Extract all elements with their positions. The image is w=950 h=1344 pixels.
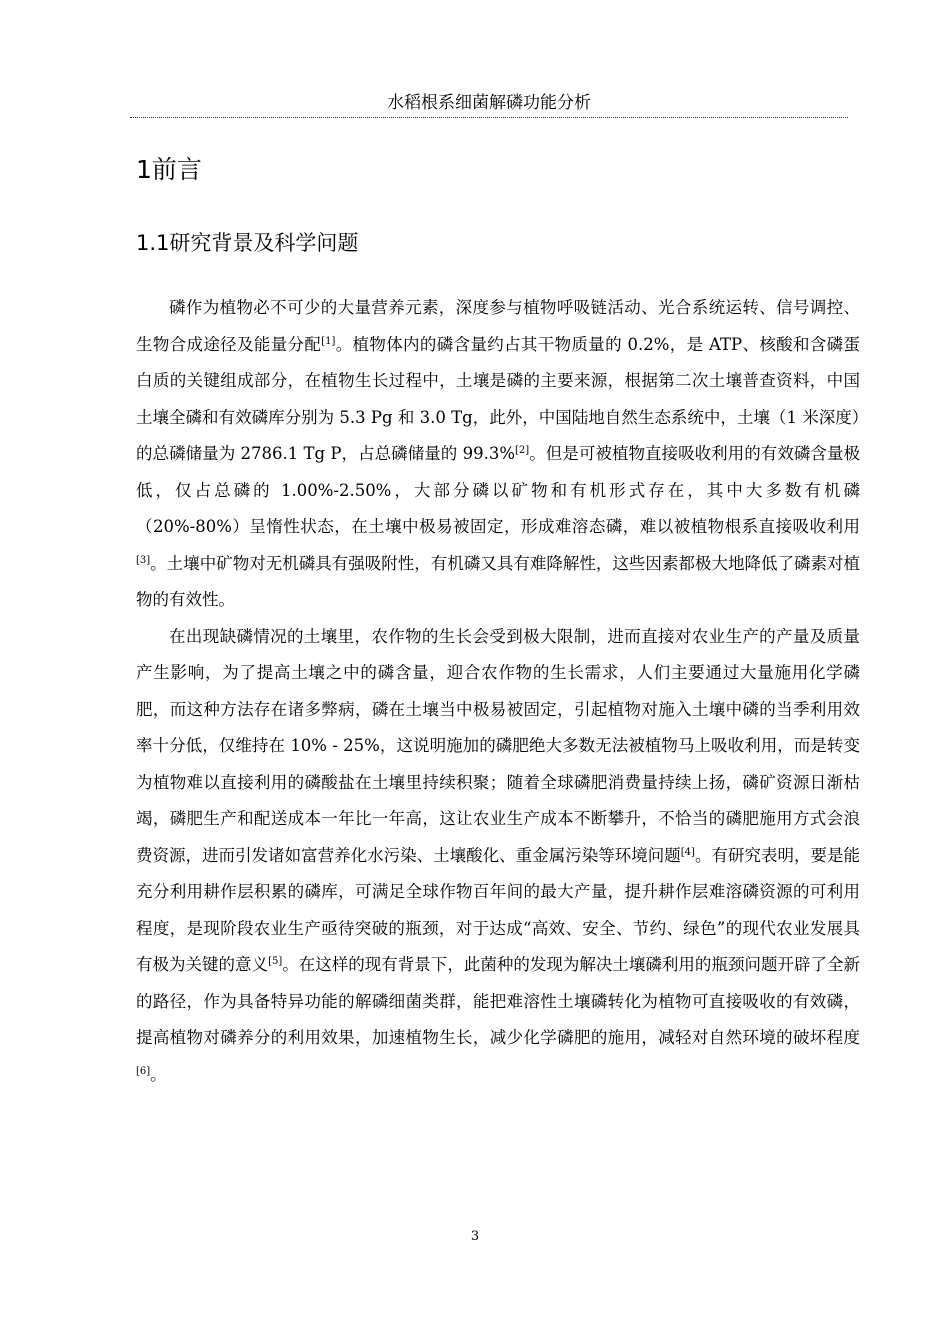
- running-header: 水稻根系细菌解磷功能分析: [387, 93, 591, 113]
- citation-marker: [1]: [321, 335, 336, 347]
- text-segment: 。有研究表明，要是能充分利用耕作层积累的磷库，可满足全球作物百年间的最大产量，提升耕作层难溶磷资源的可利用程度，是现阶段农业生产亟待突破的瓶颈，对于达成“高效、安全、节约、绿色”的现代农业发展具有极为关键的意义: [136, 845, 861, 974]
- header-divider: [130, 117, 848, 118]
- section-heading: 1前言: [136, 155, 202, 184]
- citation-marker: [3]: [136, 554, 151, 566]
- citation-marker: [5]: [268, 956, 283, 967]
- page-number: 3: [470, 1229, 480, 1244]
- paragraph-1: [136, 290, 860, 619]
- paragraph-2: [136, 619, 860, 1094]
- body-text: [136, 290, 860, 1093]
- text-segment: 。: [150, 1064, 167, 1084]
- text-segment: 在出现缺磷情况的土壤里，农作物的生长会受到极大限制，进而直接对农业生产的产量及质量产生影响，为了提高土壤之中的磷含量，迎合农作物的生长需求，人们主要通过大量施用化学磷肥，而这种方法存在诸多弊病，磷在土壤当中极易被固定，引起植物对施入土壤中磷的当季利用效率十分低，仅维持在 10% - 25%，这说明施加的磷肥绝大多数无法被植物马上吸收利用，而是转变为植物难以直接利用的磷酸盐在土壤里持续积聚；随着全球磷肥消费量持续上扬，磷矿资源日渐枯竭，磷肥生产和配送成本一年比一年高，这让农业生产成本不断攀升，不恰当的磷肥施用方式会浪费资源，进而引发诸如富营养化水污染、土壤酸化、重金属污染等环境问题: [136, 626, 860, 865]
- text-segment: 。土壤中矿物对无机磷具有强吸附性，有机磷又具有难降解性，这些因素都极大地降低了磷素对植物的有效性。: [136, 553, 860, 609]
- text-segment: 。在这样的现有背景下，此菌种的发现为解决土壤磷利用的瓶颈问题开辟了全新的路径，作为具备特异功能的解磷细菌类群，能把难溶性土壤磷转化为植物可直接吸收的有效磷，提高植物对磷养分的利用效果，加速植物生长，减少化学磷肥的施用，减轻对自然环境的破坏程度: [136, 955, 861, 1047]
- citation-marker: [6]: [136, 1065, 151, 1077]
- text-segment: 。植物体内的磷含量约占其干物质量的 0.2%，是 ATP、核酸和含磷蛋白质的关键组成部分，在植物生长过程中，土壤是磷的主要来源，根据第二次土壤普查资料，中国土壤全磷和有效磷库分别为 5.3 Pg 和 3.0 Tg，此外，中国陆地自然生态系统中，土壤（1 米深度）的总磷储量为 2786.1 Tg P，占总磷储量的 99.3%: [136, 334, 860, 463]
- citation-marker: [4]: [680, 846, 695, 858]
- subsection-heading: 1.1研究背景及科学问题: [136, 231, 359, 255]
- citation-marker: [2]: [515, 445, 530, 456]
- text-segment: 磷作为植物必不可少的大量营养元素，深度参与植物呼吸链活动、光合系统运转、信号调控、生物合成途径及能量分配: [136, 298, 860, 354]
- text-segment: 。但是可被植物直接吸收利用的有效磷含量极低，仅占总磷的 1.00%-2.50%，大部分磷以矿物和有机形式存在，其中大多数有机磷（20%-80%）呈惰性状态，在土壤中极易被固定，形成难溶态磷，难以被植物根系直接吸收利用: [136, 444, 861, 536]
